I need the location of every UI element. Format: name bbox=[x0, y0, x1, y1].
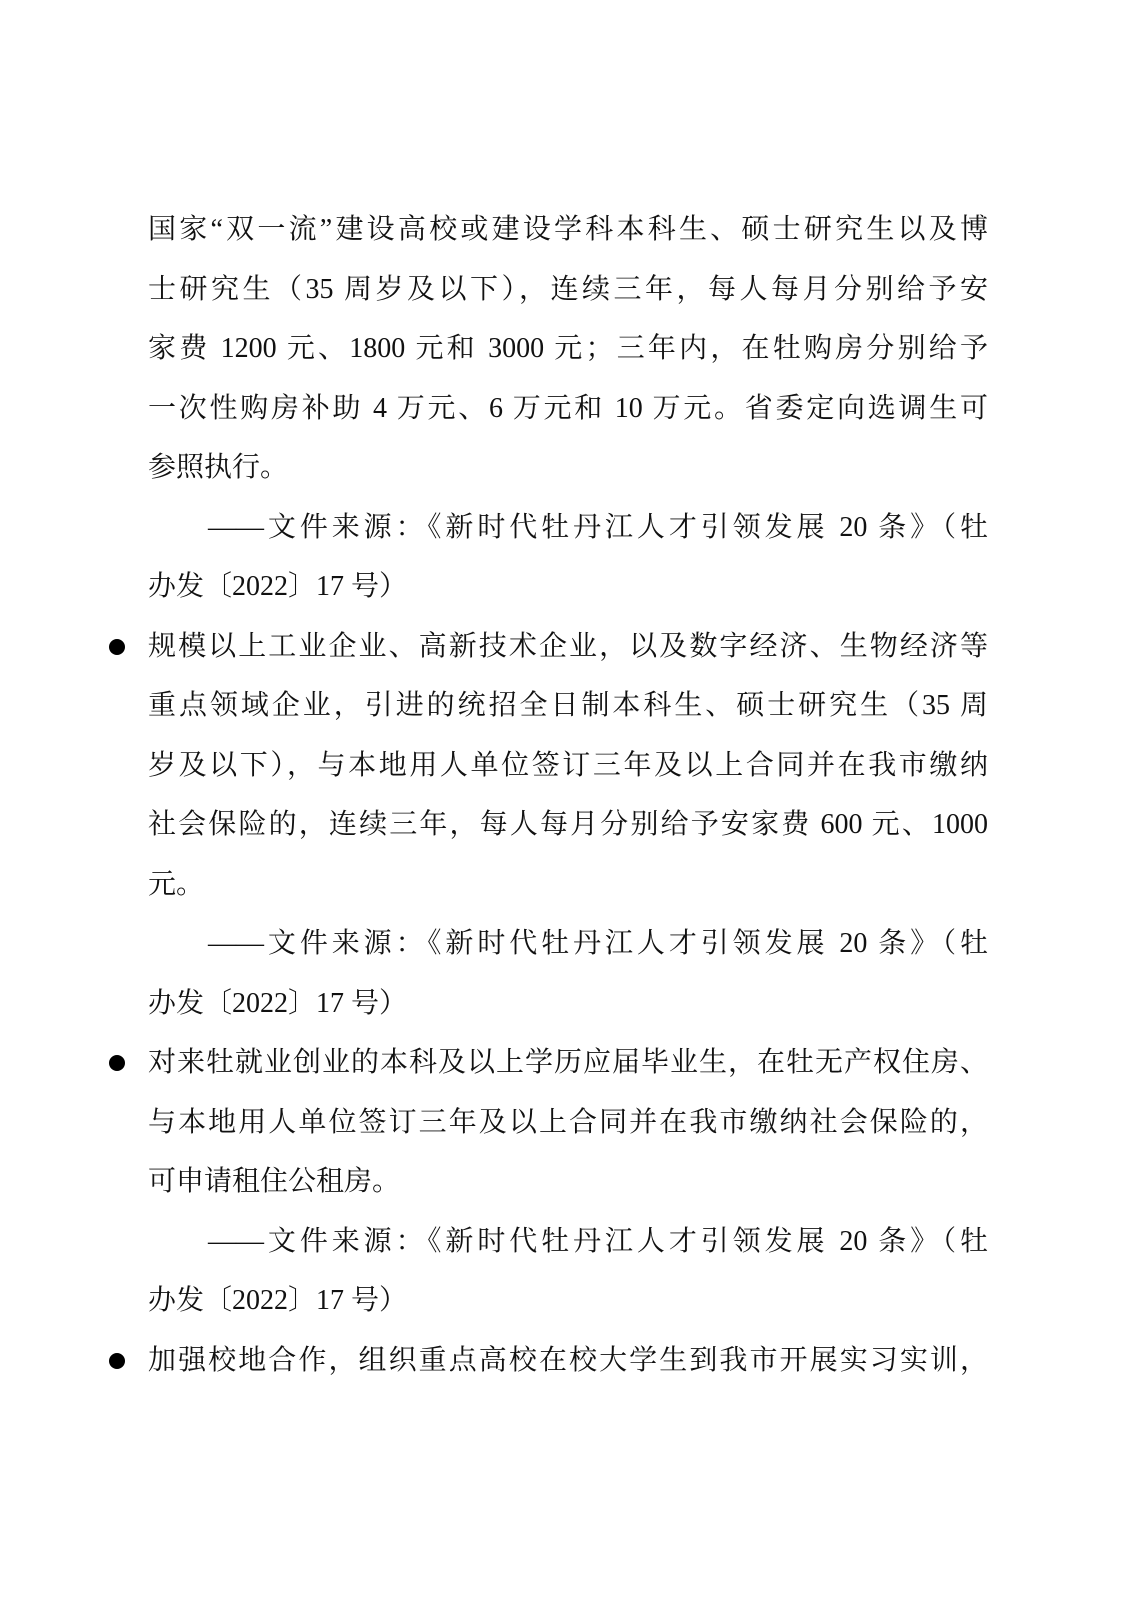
source-citation bbox=[148, 1212, 988, 1331]
text-line: ——文件来源：《新时代牡丹江人才引领发展 20 条》（牡 bbox=[208, 1225, 988, 1257]
document-content bbox=[148, 200, 988, 1390]
bullet-icon bbox=[109, 1353, 125, 1369]
text-line: 办发〔2022〕17 号） bbox=[148, 1285, 408, 1316]
source-citation bbox=[148, 914, 988, 1033]
text-line: 社会保险的，连续三年，每人每月分别给予安家费 600 元、1000 bbox=[148, 809, 988, 840]
text-line: 办发〔2022〕17 号） bbox=[148, 987, 408, 1019]
bullet-icon bbox=[109, 1055, 125, 1071]
text-line: 家费 1200 元、1800 元和 3000 元；三年内，在牡购房分别给予 bbox=[148, 333, 988, 364]
text-line: 士研究生（35 周岁及以下），连续三年，每人每月分别给予安 bbox=[148, 273, 988, 305]
text-line: ——文件来源：《新时代牡丹江人才引领发展 20 条》（牡 bbox=[208, 511, 988, 543]
text-line: 元。 bbox=[148, 868, 205, 900]
bullet-item bbox=[148, 1331, 988, 1391]
text-line: 参照执行。 bbox=[148, 452, 289, 483]
source-citation bbox=[148, 498, 988, 617]
text-line: 一次性购房补助 4 万元、6 万元和 10 万元。省委定向选调生可 bbox=[148, 392, 988, 424]
text-line: 加强校地合作，组织重点高校在校大学生到我市开展实习实训， bbox=[148, 1344, 988, 1376]
text-line: 办发〔2022〕17 号） bbox=[148, 571, 408, 602]
bullet-item bbox=[148, 617, 988, 915]
text-line: 规模以上工业企业、高新技术企业，以及数字经济、生物经济等 bbox=[148, 630, 988, 662]
paragraph bbox=[148, 200, 988, 498]
text-line: 岁及以下），与本地用人单位签订三年及以上合同并在我市缴纳 bbox=[148, 749, 988, 781]
bullet-icon bbox=[109, 639, 125, 655]
text-line: 可申请租住公租房。 bbox=[148, 1166, 401, 1197]
text-line: 对来牡就业创业的本科及以上学历应届毕业生，在牡无产权住房、 bbox=[148, 1047, 988, 1078]
bullet-item bbox=[148, 1033, 988, 1212]
text-line: ——文件来源：《新时代牡丹江人才引领发展 20 条》（牡 bbox=[208, 928, 988, 959]
text-line: 国家“双一流”建设高校或建设学科本科生、硕士研究生以及博 bbox=[148, 214, 988, 245]
text-line: 重点领域企业，引进的统招全日制本科生、硕士研究生（35 周 bbox=[148, 690, 988, 721]
text-line: 与本地用人单位签订三年及以上合同并在我市缴纳社会保险的， bbox=[148, 1106, 988, 1138]
